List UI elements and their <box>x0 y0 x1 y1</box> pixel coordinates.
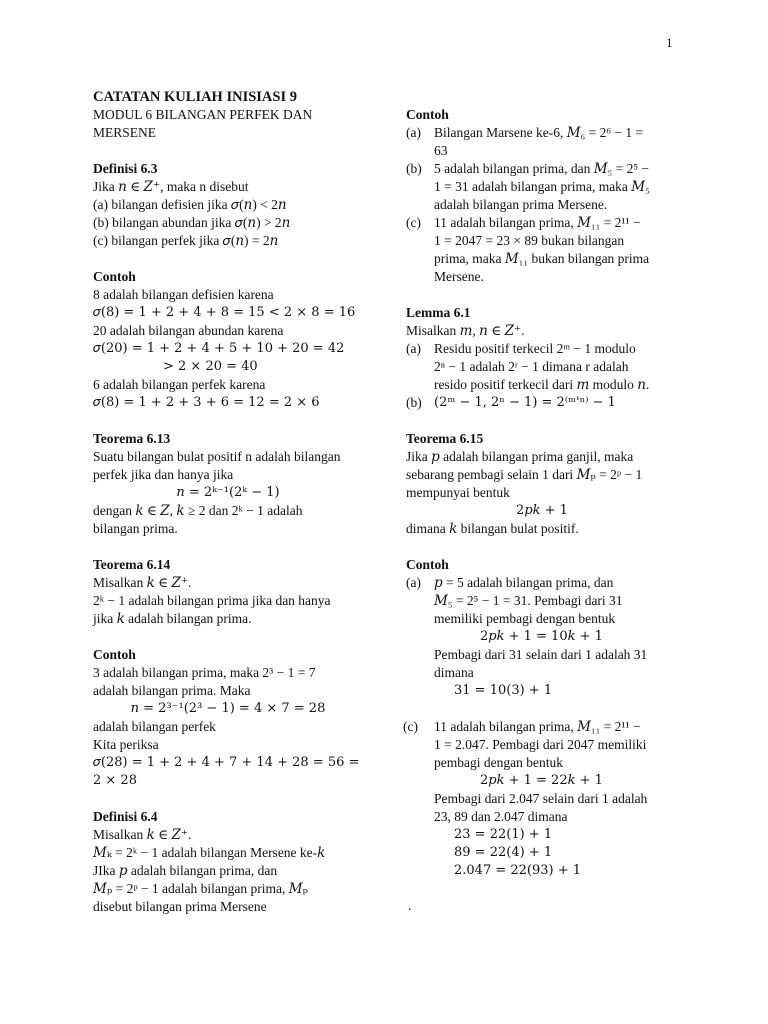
theorem-6-14-heading: Teorema 6.14 <box>93 557 171 572</box>
example-1-line: 6 adalah bilangan perfek karena <box>93 377 266 392</box>
theorem-6-13-formula: 𝑛 = 2ᵏ⁻¹(2ᵏ − 1) <box>176 485 280 500</box>
theorem-6-15-line: sebarang pembagi selain 1 dari 𝑀ₚ = 2ᵖ − 1 <box>406 467 643 482</box>
item-line: 23, 89 dan 2.047 dimana <box>434 809 568 824</box>
item-label: (a) <box>406 125 421 140</box>
theorem-6-15-line: Jika 𝑝 adalah bilangan prima ganjil, maka <box>406 449 634 464</box>
example-2-line: 𝜎(28) = 1 + 2 + 4 + 7 + 14 + 28 = 56 = <box>93 755 360 770</box>
theorem-6-14-line: Misalkan 𝑘 ∈ 𝑍⁺. <box>93 575 192 590</box>
item-line: 𝑀₅ = 2⁵ − 1 = 31. Pembagi dari 31 <box>434 593 623 608</box>
example-1-line: 𝜎(20) = 1 + 2 + 4 + 5 + 10 + 20 = 42 <box>93 341 345 356</box>
example-2-line: adalah bilangan perfek <box>93 719 216 734</box>
example-1-line: 𝜎(8) = 1 + 2 + 3 + 6 = 12 = 2 × 6 <box>93 395 320 410</box>
module-title-line-2: MERSENE <box>93 125 157 140</box>
example-1-line: 20 adalah bilangan abundan karena <box>93 323 284 338</box>
item-line: 63 <box>434 143 448 158</box>
example-2-formula: 𝑛 = 2³⁻¹(2³ − 1) = 4 × 7 = 28 <box>130 701 326 716</box>
item-formula: 2.047 = 22(93) + 1 <box>454 863 582 878</box>
example-4-item-c <box>403 718 678 880</box>
theorem-6-13-line: dengan 𝑘 ∈ 𝑍, 𝑘 ≥ 2 dan 2ᵏ − 1 adalah <box>93 503 303 518</box>
theorem-6-15-heading: Teorema 6.15 <box>406 431 484 446</box>
definition-6-4-line: JIka 𝑝 adalah bilangan prima, dan <box>93 863 278 878</box>
item-label: (c) <box>403 719 418 734</box>
example-2-line: 3 adalah bilangan prima, maka 2³ − 1 = 7 <box>93 665 316 680</box>
item-line: 11 adalah bilangan prima, 𝑀₁₁ = 2¹¹ − <box>434 215 641 230</box>
example-4-heading: Contoh <box>406 557 449 572</box>
example-2-heading: Contoh <box>93 647 136 662</box>
item-label: (a) <box>406 341 421 356</box>
lemma-6-1-heading: Lemma 6.1 <box>406 305 471 320</box>
trailing-dot: . <box>408 898 412 913</box>
item-line: prima, maka 𝑀₁₁ bukan bilangan prima <box>434 251 650 266</box>
item-line: 2ⁿ − 1 adalah 2ʳ − 1 dimana r adalah <box>434 359 629 374</box>
example-2-line: Kita periksa <box>93 737 159 752</box>
right-column <box>403 106 678 880</box>
example-1-line: 8 adalah bilangan defisien karena <box>93 287 274 302</box>
item-label: (c) <box>406 215 421 230</box>
item-line: Pembagi dari 31 selain dari 1 adalah 31 <box>434 647 648 662</box>
theorem-6-15-formula: 2𝑝𝑘 + 1 <box>516 503 568 518</box>
item-line: 1 = 2047 = 23 × 89 bukan bilangan <box>434 233 625 248</box>
document-title: CATATAN KULIAH INISIASI 9 <box>93 89 297 105</box>
definition-6-4-heading: Definisi 6.4 <box>93 809 158 824</box>
definition-6-3-heading: Definisi 6.3 <box>93 161 158 176</box>
item-line: adalah bilangan prima Mersene. <box>434 197 608 212</box>
example-3-item <box>406 214 678 286</box>
lemma-6-1-intro: Misalkan 𝑚, 𝑛 ∈ 𝑍⁺. <box>406 323 525 338</box>
example-1-heading: Contoh <box>93 269 136 284</box>
example-4-item-a <box>406 574 678 700</box>
item-formula: 89 = 22(4) + 1 <box>454 845 553 860</box>
item-formula: 31 = 10(3) + 1 <box>454 683 553 698</box>
example-2-line: 2 × 28 <box>93 773 137 788</box>
definition-6-3-line: (c) bilangan perfek jika 𝜎(𝑛) = 2𝑛 <box>93 233 279 248</box>
theorem-6-13-heading: Teorema 6.13 <box>93 431 171 446</box>
definition-6-3-line: (a) bilangan defisien jika 𝜎(𝑛) < 2𝑛 <box>93 197 287 212</box>
example-3-heading: Contoh <box>406 107 449 122</box>
item-line: 1 = 2.047. Pembagi dari 2047 memiliki <box>434 737 647 752</box>
page-number: 1 <box>666 35 673 50</box>
theorem-6-13-line: perfek jika dan hanya jika <box>93 467 234 482</box>
item-line: Residu positif terkecil 2ᵐ − 1 modulo <box>434 341 636 356</box>
item-formula: 23 = 22(1) + 1 <box>454 827 553 842</box>
item-line: Mersene. <box>434 269 484 284</box>
definition-6-3-line: (b) bilangan abundan jika 𝜎(𝑛) > 2𝑛 <box>93 215 291 230</box>
item-label: (b) <box>406 161 422 176</box>
item-line: Pembagi dari 2.047 selain dari 1 adalah <box>434 791 648 806</box>
theorem-6-13-line: Suatu bilangan bulat positif n adalah bilangan <box>93 449 341 464</box>
item-line: 5 adalah bilangan prima, dan 𝑀₅ = 2⁵ − <box>434 161 650 176</box>
lemma-6-1-item <box>406 340 678 394</box>
item-line: 1 = 31 adalah bilangan prima, maka 𝑀₅ <box>434 179 650 194</box>
definition-6-4-line: 𝑀ₚ = 2ᵖ − 1 adalah bilangan prima, 𝑀ₚ <box>93 881 308 896</box>
theorem-6-14-line: 2ᵏ − 1 adalah bilangan prima jika dan hanya <box>93 593 331 608</box>
item-line: (2ᵐ − 1, 2ⁿ − 1) = 2⁽ᵐ'ⁿ⁾ − 1 <box>434 395 616 410</box>
example-3-item <box>406 160 678 214</box>
definition-6-3-line: Jika 𝑛 ∈ 𝑍⁺, maka n disebut <box>93 179 249 194</box>
definition-6-4-line: 𝑀ₖ = 2ᵏ − 1 adalah bilangan Mersene ke-𝑘 <box>93 845 326 860</box>
item-line: 𝑝 = 5 adalah bilangan prima, dan <box>434 575 614 590</box>
item-line: pembagi dengan bentuk <box>434 755 563 770</box>
item-formula: 2𝑝𝑘 + 1 = 22𝑘 + 1 <box>480 773 603 788</box>
example-1-line: > 2 × 20 = 40 <box>163 359 258 374</box>
item-line: dimana <box>434 665 474 680</box>
theorem-6-14-line: jika 𝑘 adalah bilangan prima. <box>93 611 252 626</box>
item-line: 11 adalah bilangan prima, 𝑀₁₁ = 2¹¹ − <box>434 719 641 734</box>
lemma-6-1-item <box>406 394 678 412</box>
example-1-line: 𝜎(8) = 1 + 2 + 4 + 8 = 15 < 2 × 8 = 16 <box>93 305 356 320</box>
left-column <box>93 88 363 916</box>
example-2-line: adalah bilangan prima. Maka <box>93 683 251 698</box>
theorem-6-15-line: mempunyai bentuk <box>406 485 510 500</box>
definition-6-4-line: Misalkan 𝑘 ∈ 𝑍⁺. <box>93 827 192 842</box>
item-label: (a) <box>406 575 421 590</box>
module-title-line-1: MODUL 6 BILANGAN PERFEK DAN <box>93 107 313 122</box>
theorem-6-13-line: bilangan prima. <box>93 521 178 536</box>
example-3-item <box>406 124 678 160</box>
item-formula: 2𝑝𝑘 + 1 = 10𝑘 + 1 <box>480 629 603 644</box>
item-label: (b) <box>406 395 422 410</box>
theorem-6-15-line: dimana 𝑘 bilangan bulat positif. <box>406 521 579 536</box>
item-line: memiliki pembagi dengan bentuk <box>434 611 616 626</box>
item-line: Bilangan Marsene ke-6, 𝑀₆ = 2⁶ − 1 = <box>434 125 644 140</box>
item-line: resido positif terkecil dari 𝑚 modulo 𝑛. <box>434 377 650 392</box>
definition-6-4-line: disebut bilangan prima Mersene <box>93 899 267 914</box>
